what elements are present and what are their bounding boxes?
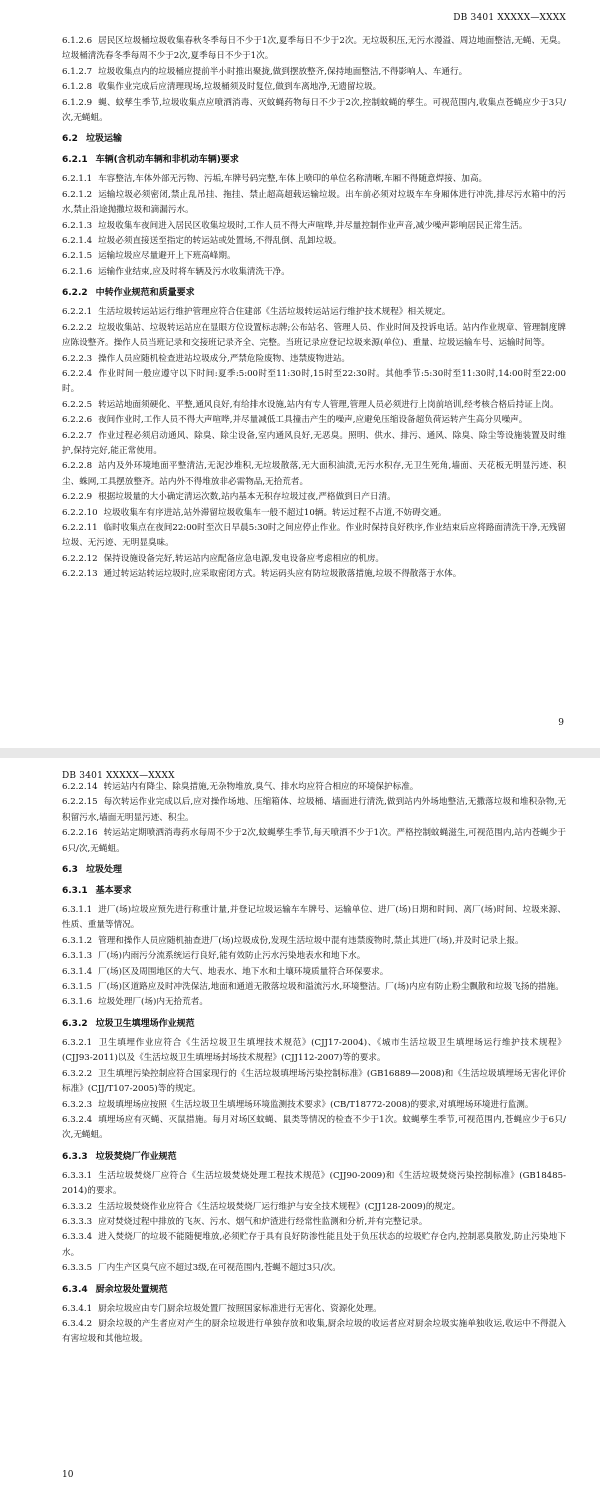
clause-number: 6.3 (62, 865, 78, 876)
clause-number: 6.2.2.2 (62, 322, 93, 333)
clause-number: 6.3.2.1 (62, 1037, 93, 1048)
page-header: DB 3401 XXXXX—XXXX (62, 771, 175, 781)
clause-number: 6.3.1 (62, 886, 88, 897)
clause-number: 6.2.2.6 (62, 415, 93, 426)
clause-text: 厂内生产区臭气应不超过3级,在可视范围内,苍蝇不超过3只/次。 (98, 1263, 341, 1274)
clause-paragraph (62, 65, 566, 80)
clause-text: 垃圾卫生填埋场作业规范 (95, 1018, 195, 1029)
clause-paragraph (62, 188, 566, 219)
clause-paragraph (62, 352, 566, 367)
clause-text: 保持设施设备完好,转运站内应配备应急电源,发电设备应考虑相应的机房。 (103, 553, 385, 564)
clause-text: 厨余垃圾的产生者应对产生的厨余垃圾进行单独存放和收集,厨余垃圾的收运者应对厨余垃圾实施单独收运,收运中不得混入有害垃圾和其他垃圾。 (62, 1318, 566, 1345)
clause-paragraph (62, 249, 566, 264)
clause-text: 运输垃圾必须密闭,禁止乱吊挂、拖挂、禁止超高超载运输垃圾。出车前必须对垃圾车车身厢体进行冲洗,排尽污水箱中的污水,禁止沿途抛撒垃圾和滴漏污水。 (62, 189, 566, 216)
clause-paragraph (62, 459, 566, 490)
clause-number: 6.2.1.4 (62, 236, 93, 247)
clause-number: 6.2.1.2 (62, 189, 93, 200)
clause-number: 6.2.2.13 (62, 569, 98, 580)
clause-number: 6.3.4.2 (62, 1318, 93, 1329)
clause-number: 6.3.2 (62, 1018, 88, 1029)
clause-number: 6.2.1.3 (62, 220, 93, 231)
page-body (62, 34, 566, 583)
clause-text: 运输垃圾应尽量避开上下班高峰期。 (98, 251, 236, 262)
clause-text: 作业时间一般应遵守以下时间:夏季:5:00时至11:30时,15时至22:30时。其他季节:5:30时至11:30时,14:00时至22:00时。 (62, 368, 566, 395)
clause-text: 临时收集点在夜间22:00时至次日早晨5:30时之间应停止作业。作业时保持良好秩序,作业结束后应将路面清洗干净,无残留垃圾、无污迹、无明显臭味。 (62, 522, 566, 549)
clause-text: 转运站地面须硬化、平整,通风良好,有给排水设施,站内有专人管理,管理人员必须进行上岗前培训,经考核合格后持证上岗。 (98, 399, 559, 410)
clause-number: 6.2.2.14 (62, 782, 98, 792)
clause-number: 6.3.3.5 (62, 1263, 93, 1274)
section-heading (62, 152, 566, 168)
clause-number: 6.2.2.5 (62, 399, 93, 410)
clause-number: 6.2.1.1 (62, 174, 93, 185)
clause-number: 6.1.2.6 (62, 36, 93, 46)
clause-paragraph (62, 1230, 566, 1261)
clause-paragraph (62, 305, 566, 320)
clause-paragraph (62, 949, 566, 964)
clause-text: 每次转运作业完成以后,应对操作场地、压缩箱体、垃圾桶、墙面进行清洗,做到站内外场地整洁,无撒落垃圾和堆积杂物,无积留污水,墙面无明显污迹、积尘。 (62, 797, 566, 823)
clause-text: 夜间作业时,工作人员不得大声喧哗,并尽量减低工具撞击产生的噪声,应避免压缩设备超负荷运转产生高分贝噪声。 (98, 415, 528, 426)
clause-paragraph (62, 1200, 566, 1215)
clause-number: 6.3.3.2 (62, 1201, 93, 1212)
clause-text: 厂(场)内雨污分流系统运行良好,能有效防止污水污染地表水和地下水。 (98, 951, 366, 962)
clause-text: 卫生填埋污染控制应符合国家现行的《生活垃圾填埋场污染控制标准》(GB16889—2008)和《生活垃圾填埋场无害化评价标准》(CJJ/T107-2005)等的规定。 (62, 1068, 566, 1095)
clause-number: 6.2.2.15 (62, 797, 98, 808)
clause-number: 6.3.1.4 (62, 966, 93, 977)
clause-text: 蝇、蚊孳生季节,垃圾收集点应喷洒消毒、灭蚊蝇药物每日不少于2次,控制蚊蝇的孳生。可视范围内,收集点苍蝇应少于3只/次,无蝇蛆。 (62, 97, 566, 124)
clause-text: 转运站内有降尘、除臭措施,无杂物堆放,臭气、排水均应符合相应的环境保护标准。 (103, 782, 419, 792)
clause-text: 根据垃圾量的大小确定清运次数,站内基本无积存垃圾过夜,严格做到日产日清。 (98, 492, 396, 503)
clause-number: 6.2.2.16 (62, 828, 98, 839)
clause-paragraph (62, 1113, 566, 1144)
clause-paragraph (62, 80, 566, 95)
clause-number: 6.3.2.4 (62, 1114, 93, 1125)
clause-paragraph (62, 903, 566, 934)
page-header: DB 3401 XXXXX—XXXX (453, 13, 566, 23)
clause-text: 生活垃圾焚烧作业应符合《生活垃圾焚烧厂运行维护与安全技术规程》(CJJ128-2009)的规定。 (98, 1201, 461, 1212)
clause-text: 垃圾处理厂(场)内无拾荒者。 (98, 997, 208, 1008)
clause-paragraph (62, 1067, 566, 1098)
clause-text: 基本要求 (95, 886, 132, 897)
clause-paragraph (62, 980, 566, 995)
clause-text: 垃圾收集站、垃圾转运站应在显眼方位设置标志牌;公布站名、管理人员、作业时间及投诉电话。站内作业规章、管理制度牌应陈设整齐。操作人员当班记录和交接班记录齐全、完整。当班记录应登记垃圾来源(单位)、重量、垃圾运输车号、运输时间等。 (62, 322, 566, 349)
clause-text: 收集作业完成后应清理现场,垃圾桶须及时复位,做到车离地净,无遗留垃圾。 (98, 82, 382, 93)
clause-number: 6.2.2.9 (62, 492, 93, 503)
clause-text: 作业过程必须启动通风、除臭、除尘设备,室内通风良好,无恶臭。照明、供水、排污、通风、除臭、除尘等设施装置及时维护,保持完好,能正常使用。 (62, 430, 566, 456)
clause-text: 厨余垃圾处置规范 (95, 1284, 168, 1295)
clause-text: 垃圾收集车有序进站,站外滞留垃圾收集车一般不超过10辆。转运过程不占道,不妨碍交通。 (103, 507, 447, 518)
section-heading (62, 285, 566, 301)
page-body (62, 780, 566, 1348)
clause-text: 垃圾收集点内的垃圾桶应提前半小时推出聚拢,做到摆放整齐,保持地面整洁,不得影响人、车通行。 (98, 66, 468, 77)
clause-text: 车容整洁,车体外部无污物、污垢,车牌号码完整,车体上喷印的单位名称清晰,车厢不得随意焊接、加高。 (98, 174, 488, 185)
clause-paragraph (62, 1215, 566, 1230)
clause-text: 填埋场应有灭蝇、灭鼠措施。每月对场区蚊蝇、鼠类等情况的检查不少于1次。蚊蝇孳生季节,可视范围内,苍蝇应少于6只/次,无蝇蛆。 (62, 1114, 566, 1141)
clause-text: 厂(场)区道路应及时冲洗保洁,地面和通道无散落垃圾和溢流污水,环境整洁。厂(场)内应有防止粉尘飘散和垃圾飞扬的措施。 (98, 982, 564, 993)
clause-paragraph (62, 995, 566, 1010)
clause-paragraph (62, 96, 566, 127)
clause-number: 6.2.2.11 (62, 522, 98, 533)
clause-text: 转运站定期喷洒消毒药水每周不少于2次,蚊蝇孳生季节,每天喷洒不少于1次。严格控制蚊蝇滋生,可视范围内,站内苍蝇少于6只/次,无蝇蛆。 (62, 828, 566, 854)
clause-paragraph (62, 506, 566, 521)
clause-text: 生活垃圾焚烧厂应符合《生活垃圾焚烧处理工程技术规范》(CJJ90-2009)和《生活垃圾焚烧污染控制标准》(GB18485-2014)的要求。 (62, 1170, 566, 1197)
clause-number: 6.3.1.5 (62, 982, 93, 993)
clause-number: 6.3.1.1 (62, 905, 93, 916)
clause-text: 垃圾焚烧厂作业规范 (95, 1151, 177, 1162)
clause-number: 6.2.2.8 (62, 461, 93, 472)
clause-paragraph (62, 1036, 566, 1067)
clause-paragraph (62, 367, 566, 398)
clause-paragraph (62, 1169, 566, 1200)
clause-paragraph (62, 1098, 566, 1113)
clause-paragraph (62, 567, 566, 582)
clause-text: 垃圾填埋场应按照《生活垃圾卫生填埋场环境监测技术要求》(CB/T18772-2008)的要求,对填埋场环境进行监测。 (98, 1099, 534, 1110)
clause-number: 6.3.2.3 (62, 1099, 93, 1110)
page-number: 10 (62, 1470, 74, 1480)
clause-number: 6.3.3.4 (62, 1232, 93, 1243)
clause-paragraph (62, 398, 566, 413)
clause-text: 生活垃圾转运站运行维护管理应符合住建部《生活垃圾转运站运行维护技术规程》相关规定。 (98, 307, 451, 318)
clause-number: 6.2.2.10 (62, 507, 98, 518)
clause-number: 6.3.3 (62, 1151, 88, 1162)
clause-number: 6.2.2.7 (62, 430, 93, 441)
clause-paragraph (62, 1261, 566, 1276)
clause-text: 操作人员应随机检查进站垃圾成分,严禁危险废物、违禁废物进站。 (98, 353, 351, 364)
clause-number: 6.3.1.6 (62, 997, 93, 1008)
clause-text: 进入焚烧厂的垃圾不能随便堆放,必须贮存于具有良好防渗性能且处于负压状态的垃圾贮存仓内,控制恶臭散发,防止污染地下水。 (62, 1232, 566, 1258)
section-heading (62, 862, 566, 878)
clause-paragraph (62, 413, 566, 428)
clause-number: 6.2.1.5 (62, 251, 93, 262)
clause-number: 6.3.3.3 (62, 1216, 93, 1227)
clause-paragraph (62, 1302, 566, 1317)
clause-number: 6.3.1.3 (62, 951, 93, 962)
clause-paragraph (62, 34, 566, 65)
clause-paragraph (62, 219, 566, 234)
clause-text: 垃圾收集车夜间进入居民区收集垃圾时,工作人员不得大声喧哗,并尽量控制作业声音,减少噪声影响居民正常生活。 (98, 220, 528, 231)
clause-number: 6.2.2.12 (62, 553, 98, 564)
clause-paragraph (62, 795, 566, 826)
clause-text: 管理和操作人员应随机抽查进厂(场)垃圾成份,发现生活垃圾中混有违禁废物时,禁止其进厂(场),并及时记录上报。 (98, 935, 524, 946)
clause-number: 6.1.2.7 (62, 66, 93, 77)
clause-text: 垃圾处理 (85, 865, 122, 876)
clause-text: 通过转运站转运垃圾时,应采取密闭方式。转运码头应有防垃圾散落措施,垃圾不得散落于水体。 (103, 569, 462, 580)
clause-paragraph (62, 172, 566, 187)
page-number: 9 (558, 718, 564, 728)
clause-number: 6.3.3.1 (62, 1170, 93, 1181)
section-heading (62, 1016, 566, 1032)
clause-paragraph (62, 234, 566, 249)
clause-number: 6.1.2.8 (62, 82, 93, 93)
section-heading (62, 1149, 566, 1165)
clause-text: 车辆(含机动车辆和非机动车辆)要求 (95, 155, 239, 166)
clause-number: 6.2.1.6 (62, 266, 93, 277)
clause-number: 6.3.4.1 (62, 1303, 93, 1314)
clause-number: 6.1.2.9 (62, 97, 93, 108)
clause-text: 卫生填埋作业应符合《生活垃圾卫生填埋技术规范》(CJJ17-2004)、《城市生活垃圾卫生填埋场运行维护技术规程》(CJJ93-2011)以及《生活垃圾卫生填埋场封场技术规程》(CJJ112-2007)等的要求。 (62, 1037, 566, 1064)
clause-text: 垃圾必须直接送至指定的转运站或处置场,不得乱倒、乱卸垃圾。 (98, 236, 342, 247)
clause-number: 6.2 (62, 134, 78, 145)
clause-paragraph (62, 826, 566, 857)
clause-paragraph (62, 265, 566, 280)
document-page-10 (0, 758, 600, 1490)
section-heading (62, 1282, 566, 1298)
clause-number: 6.2.2.1 (62, 307, 93, 318)
clause-number: 6.3.4 (62, 1284, 88, 1295)
clause-paragraph (62, 780, 566, 795)
clause-text: 应对焚烧过程中排放的飞灰、污水、烟气和炉渣进行经常性监测和分析,并有完整记录。 (98, 1216, 428, 1227)
clause-number: 6.2.2.4 (62, 368, 93, 379)
clause-text: 厂(场)区及周围地区的大气、地表水、地下水和土壤环境质量符合环保要求。 (98, 966, 389, 977)
clause-paragraph (62, 552, 566, 567)
section-heading (62, 883, 566, 899)
clause-number: 6.3.2.2 (62, 1068, 93, 1079)
clause-text: 站内及外环境地面平整清洁,无泥沙堆积,无垃圾散落,无大面积油渍,无污水积存,无卫生死角,墙面、天花板无明显污迹、积尘、蛛网,工具摆放整齐。站内外不得堆放非必需物品,无拾荒者。 (62, 461, 566, 487)
clause-number: 6.3.1.2 (62, 935, 93, 946)
clause-number: 6.2.2 (62, 288, 88, 299)
clause-paragraph (62, 934, 566, 949)
clause-paragraph (62, 429, 566, 460)
clause-text: 厨余垃圾应由专门厨余垃圾处置厂按照国家标准进行无害化、资源化处理。 (98, 1303, 382, 1314)
clause-paragraph (62, 490, 566, 505)
clause-text: 进厂(场)垃圾应预先进行称重计量,并登记垃圾运输车车牌号、运输单位、进厂(场)日期和时间、离厂(场)时间、垃圾来源、性质、重量等情况。 (62, 905, 566, 931)
clause-text: 中转作业规范和质量要求 (95, 288, 195, 299)
clause-text: 运输作业结束,应及时将车辆及污水收集清洗干净。 (98, 266, 290, 277)
clause-number: 6.2.2.3 (62, 353, 93, 364)
clause-text: 垃圾运输 (85, 134, 122, 145)
clause-number: 6.2.1 (62, 155, 88, 166)
clause-paragraph (62, 1317, 566, 1348)
clause-paragraph (62, 521, 566, 552)
clause-paragraph (62, 965, 566, 980)
clause-paragraph (62, 321, 566, 352)
section-heading (62, 131, 566, 147)
clause-text: 居民区垃圾桶垃圾收集春秋冬季每日不少于1次,夏季每日不少于2次。无垃圾积压,无污水漫溢、周边地面整洁,无蝇、无臭。垃圾桶清洗春冬季每周不少于2次,夏季每日不少于1次。 (62, 36, 566, 62)
